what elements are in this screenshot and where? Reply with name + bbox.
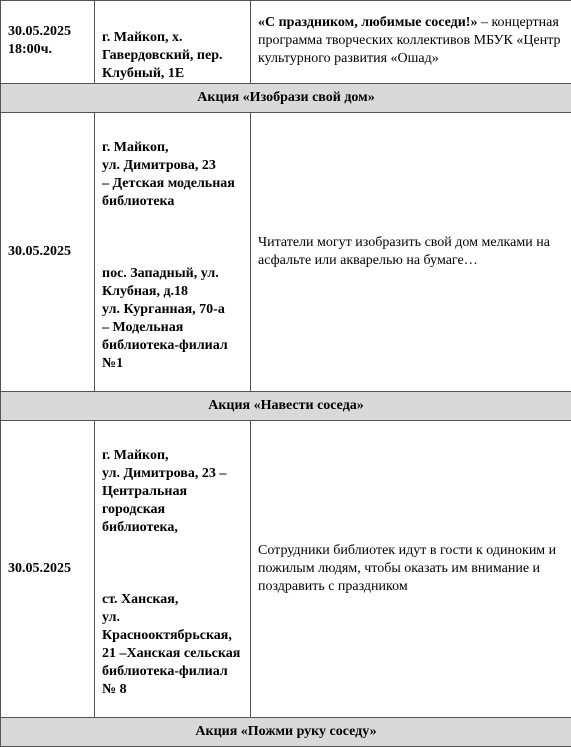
description-cell	[251, 113, 571, 392]
description-cell	[251, 1, 571, 84]
event-date: 30.05.2025	[8, 560, 87, 578]
section-header: Акция «Пожми руку соседу»	[1, 718, 571, 747]
event-description: – концертная программа творческих коллективов МБУК «Центр культурного развития «Ошад»	[258, 15, 560, 66]
place-cell	[95, 1, 251, 84]
date-cell	[1, 421, 95, 718]
event-date: 30.05.2025	[8, 23, 87, 41]
section-header-row	[1, 84, 571, 113]
place-cell	[95, 421, 251, 718]
event-description: Сотрудники библиотек идут в гости к одиноким и пожилым людям, чтобы оказать им внимание и поздравить с праздником	[258, 543, 556, 594]
section-header-row	[1, 392, 571, 421]
section-header-row	[1, 718, 571, 747]
place-cell	[95, 113, 251, 392]
table-row	[1, 1, 571, 84]
section-header: Акция «Навести соседа»	[1, 392, 571, 421]
event-description: Читатели могут изобразить свой дом мелками на асфальте или акварелью на бумаге…	[258, 235, 550, 268]
event-date: 30.05.2025	[8, 243, 87, 261]
description-cell	[251, 421, 571, 718]
table-row	[1, 421, 571, 718]
event-title: «С праздником, любимые соседи!»	[258, 15, 477, 30]
event-place: г. Майкоп, ул. Димитрова, 23 – Центральная городская библиотека,	[102, 447, 243, 537]
table-row	[1, 113, 571, 392]
event-place-secondary: ст. Ханская, ул. Краснооктябрьская, 21 –Ханская сельская библиотека-филиал № 8	[102, 591, 243, 699]
event-place: г. Майкоп, х. Гавердовский, пер. Клубный, 1Е	[102, 30, 223, 81]
event-place-secondary: пос. Западный, ул. Клубная, д.18 ул. Курганная, 70-а – Модельная библиотека-филиал №1	[102, 265, 243, 373]
event-time: 18:00ч.	[8, 41, 87, 59]
section-header: Акция «Изобрази свой дом»	[1, 84, 571, 113]
date-cell	[1, 1, 95, 84]
event-place: г. Майкоп, ул. Димитрова, 23 – Детская модельная библиотека	[102, 139, 243, 211]
date-cell	[1, 113, 95, 392]
